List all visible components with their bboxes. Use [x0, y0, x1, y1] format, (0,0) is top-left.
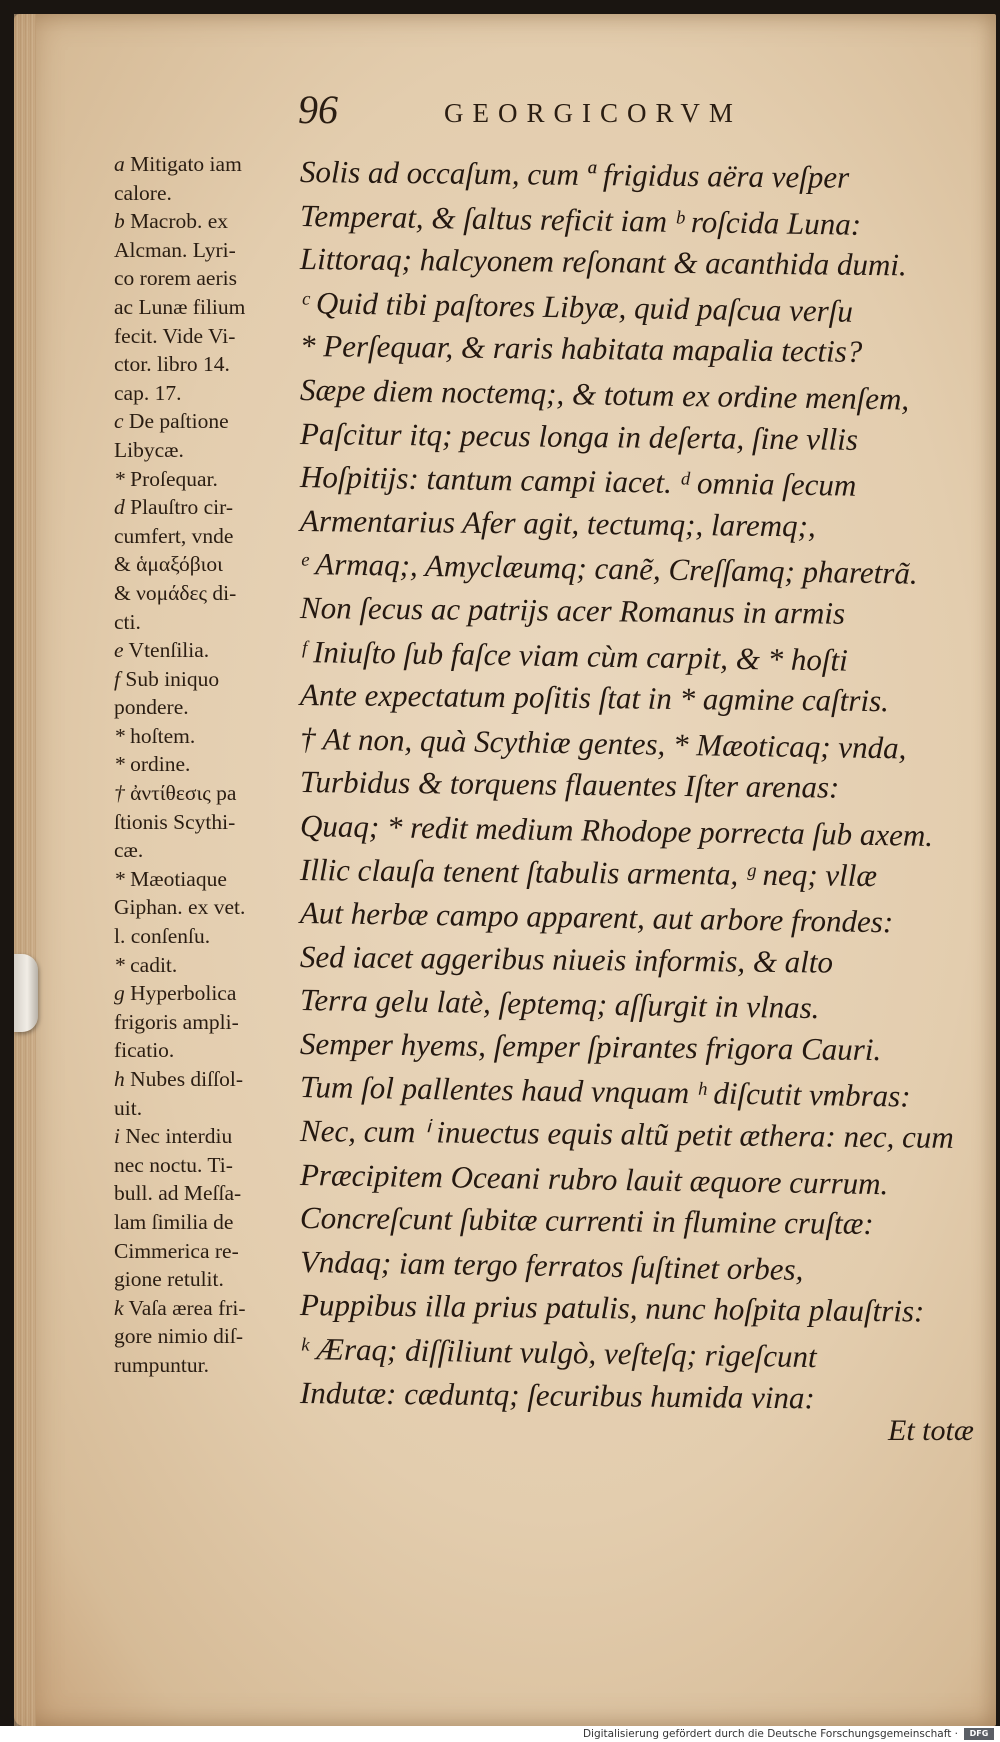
running-header: [298, 87, 988, 138]
gloss-line: [114, 779, 294, 808]
gloss-text: ſtionis Scythi-: [114, 809, 236, 834]
gloss-text: calore.: [114, 180, 172, 205]
gloss-text: Nubes diſſol-: [130, 1067, 243, 1091]
gloss-line: [114, 550, 294, 579]
gloss-text: Sub iniquo: [125, 666, 220, 691]
marginal-glosses: [114, 150, 294, 1380]
gloss-marker: k: [114, 1295, 124, 1320]
verse-line: ᶜ Quid tibi paſtores Libyæ, quid paſcua verſu: [299, 284, 854, 329]
gloss-line: [114, 407, 294, 436]
verse-line: Quaq; * redit medium Rhodope porrecta ſub axem.: [299, 807, 934, 853]
gloss-line: [114, 693, 294, 722]
gloss-line: [114, 207, 294, 236]
funding-credit: Digitalisierung gefördert durch die Deutsche Forschungsgemeinschaft ·: [582, 1728, 958, 1740]
gloss-line: [114, 665, 294, 694]
verse-text: [300, 150, 1000, 1414]
gloss-line: [114, 236, 294, 265]
gloss-text: lam ſimilia de: [114, 1209, 234, 1234]
verse-line: Aut herbæ campo apparent, aut arbore frondes:: [299, 895, 894, 940]
gloss-text: Cimmerica re-: [114, 1238, 239, 1263]
gloss-line: [114, 836, 294, 865]
gloss-text: De paſtione: [128, 409, 229, 434]
gloss-text: fecit. Vide Vi-: [114, 323, 236, 348]
gloss-marker: *: [114, 952, 125, 977]
gloss-text: Libycæ.: [114, 437, 184, 462]
verse-line: Armentarius Afer agit, tectumq;, laremq;,: [299, 502, 816, 544]
verse-line: Semper hyems, ſemper ſpirantes frigora Cauri.: [299, 1025, 882, 1067]
gloss-marker: c: [114, 409, 124, 434]
verse-line: Hoſpitijs: tantum campi iacet. ᵈ omnia ſecum: [299, 459, 857, 503]
gloss-marker: *: [114, 466, 125, 491]
gloss-line: [114, 322, 294, 351]
gloss-marker: e: [114, 638, 124, 663]
gloss-text: Proſequar.: [130, 466, 218, 491]
gloss-marker: *: [114, 866, 125, 891]
gloss-text: & νομάδες di-: [114, 580, 237, 605]
gloss-text: Hyperbolica: [130, 981, 237, 1006]
gloss-text: Plauſtro cir-: [130, 495, 233, 520]
page-number: 96: [298, 87, 338, 132]
verse-line: Solis ad occaſum, cum ª frigidus aëra veſper: [299, 154, 850, 195]
gloss-line: [114, 1151, 294, 1180]
gloss-line: [114, 522, 294, 551]
book-clasp: [14, 954, 38, 1032]
gloss-line: [114, 951, 294, 980]
gloss-text: ἀντίθεσις pa: [130, 781, 237, 806]
gloss-text: hoſtem.: [130, 723, 196, 748]
gloss-line: [114, 179, 294, 208]
gloss-text: uit.: [114, 1095, 143, 1120]
verse-line: Illic clauſa tenent ſtabulis armenta, ᵍ neq; vllæ: [299, 851, 878, 893]
gloss-line: [114, 493, 294, 522]
running-title: GEORGICORVM: [444, 98, 742, 128]
gloss-line: [114, 865, 294, 894]
verse-line: Sed iacet aggeribus niueis informis, & alto: [299, 938, 834, 980]
gloss-text: cadit.: [130, 952, 178, 977]
gloss-line: [114, 808, 294, 837]
gloss-line: [114, 1322, 294, 1351]
gloss-marker: b: [114, 209, 125, 234]
gloss-text: gore nimio diſ-: [114, 1324, 243, 1349]
gloss-text: cumfert, vnde: [114, 523, 234, 548]
gloss-line: [114, 1122, 294, 1151]
gloss-line: [114, 1008, 294, 1037]
gloss-text: ctor. libro 14.: [114, 352, 230, 377]
gloss-text: ac Lunæ filium: [114, 294, 246, 319]
gloss-line: [114, 893, 294, 922]
gloss-text: Alcman. Lyri-: [114, 237, 236, 262]
gloss-text: pondere.: [114, 695, 189, 720]
gloss-line: [114, 150, 294, 179]
verse-line: † At non, quà Scythiæ gentes, * Mæoticaq; vnda,: [299, 720, 907, 766]
gloss-line: [114, 1294, 294, 1323]
gloss-line: [114, 722, 294, 751]
gloss-line: [114, 1179, 294, 1208]
verse-line: Non ſecus ac patrijs acer Romanus in armis: [299, 589, 846, 631]
verse-line: Temperat, & ſaltus reficit iam ᵇ roſcida Luna:: [299, 197, 862, 242]
verse-line: Turbidus & torquens flauentes Iſter arenas:: [299, 764, 840, 805]
gloss-line: [114, 379, 294, 408]
verse-line: * Perſequar, & raris habitata mapalia tectis?: [299, 328, 863, 370]
verse-line: Paſcitur itq; pecus longa in deſerta, ſine vllis: [299, 415, 859, 457]
verse-line: ᶠ Iniuſto ſub faſce viam cùm carpit, & * hoſti: [299, 633, 849, 678]
gloss-text: nec noctu. Ti-: [114, 1152, 233, 1177]
gloss-text: Vaſa ærea fri-: [128, 1295, 246, 1320]
verse-line: ᵉ Armaq;, Amyclæumq; canẽ, Creſſamq; pharetrã.: [299, 546, 918, 592]
verse-line: Indutæ: cæduntq; ſecuribus humida vina:: [299, 1374, 816, 1416]
gloss-line: [114, 1094, 294, 1123]
verse-line: Ante expectatum poſitis ſtat in * agmine caſtris.: [299, 677, 890, 719]
gloss-text: co rorem aeris: [114, 266, 237, 291]
verse-line: Concreſcunt ſubitæ currenti in flumine cruſtæ:: [299, 1200, 874, 1242]
gloss-text: Mæotiaque: [130, 866, 227, 891]
verse-line: Tum ſol pallentes haud vnquam ʰ diſcutit vmbras:: [299, 1069, 911, 1115]
gloss-text: bull. ad Meſſa-: [114, 1181, 242, 1206]
gloss-line: [114, 293, 294, 322]
gloss-marker: d: [114, 495, 125, 520]
gloss-text: ordine.: [130, 752, 191, 777]
verse-line: Vndaq; iam tergo ferratos ſuſtinet orbes,: [299, 1243, 804, 1287]
verse-line: Nec, cum ⁱ inuectus equis altũ petit æthera: nec, cum: [299, 1113, 954, 1155]
gloss-marker: a: [114, 152, 125, 176]
gloss-marker: †: [114, 781, 125, 806]
gloss-line: [114, 608, 294, 637]
gloss-text: Mitigato iam: [130, 152, 242, 176]
gloss-text: cti.: [114, 609, 141, 634]
gloss-line: [114, 264, 294, 293]
gloss-text: ficatio.: [114, 1038, 175, 1063]
gloss-line: [114, 436, 294, 465]
gloss-text: rumpuntur.: [114, 1352, 209, 1377]
gloss-marker: h: [114, 1067, 125, 1091]
dfg-logo: DFG: [964, 1728, 994, 1740]
gloss-line: [114, 350, 294, 379]
gloss-text: cap. 17.: [114, 380, 182, 405]
verse-line: Littoraq; halcyonem reſonant & acanthida dumi.: [299, 241, 907, 283]
gloss-marker: *: [114, 723, 125, 748]
gloss-line: [114, 1351, 294, 1380]
verse-line: Præcipitem Oceani rubro lauit æquore currum.: [299, 1156, 889, 1201]
gloss-line: [114, 465, 294, 494]
gloss-text: l. conſenſu.: [114, 924, 211, 949]
gloss-line: [114, 1208, 294, 1237]
gloss-marker: g: [114, 981, 125, 1006]
gloss-text: cæ.: [114, 838, 144, 863]
gloss-line: [114, 636, 294, 665]
gloss-marker: *: [114, 752, 125, 777]
gloss-line: [114, 1036, 294, 1065]
gloss-line: [114, 1237, 294, 1266]
gloss-text: Macrob. ex: [130, 209, 229, 234]
verse-line: ᵏ Æraq; diſſiliunt vulgò, veſteſq; rigeſcunt: [299, 1331, 817, 1375]
gloss-line: [114, 922, 294, 951]
gloss-marker: i: [114, 1124, 120, 1149]
gloss-line: [114, 979, 294, 1008]
verse-line: Puppibus illa prius patulis, nunc hoſpita plauſtris:: [299, 1287, 925, 1329]
gloss-text: Giphan. ex vet.: [114, 895, 246, 920]
gloss-marker: f: [114, 666, 120, 691]
gloss-text: gione retulit.: [114, 1267, 224, 1292]
verse-line: Sæpe diem noctemq;, & totum ex ordine menſem,: [299, 371, 910, 417]
gloss-line: [114, 1265, 294, 1294]
gloss-text: Vtenſilia.: [128, 638, 210, 663]
digitization-footer: [0, 1726, 1000, 1742]
gloss-line: [114, 579, 294, 608]
gloss-line: [114, 750, 294, 779]
gloss-text: frigoris ampli-: [114, 1009, 239, 1034]
gloss-text: Nec interdiu: [125, 1124, 233, 1149]
catch-word: Et totæ: [888, 1414, 974, 1447]
verse-line: Terra gelu latè, ſeptemq; aſſurgit in vlnas.: [299, 982, 820, 1026]
page-edges: [14, 14, 36, 1726]
gloss-text: & ἁμαξόβιοι: [114, 552, 223, 577]
gloss-line: [114, 1065, 294, 1094]
